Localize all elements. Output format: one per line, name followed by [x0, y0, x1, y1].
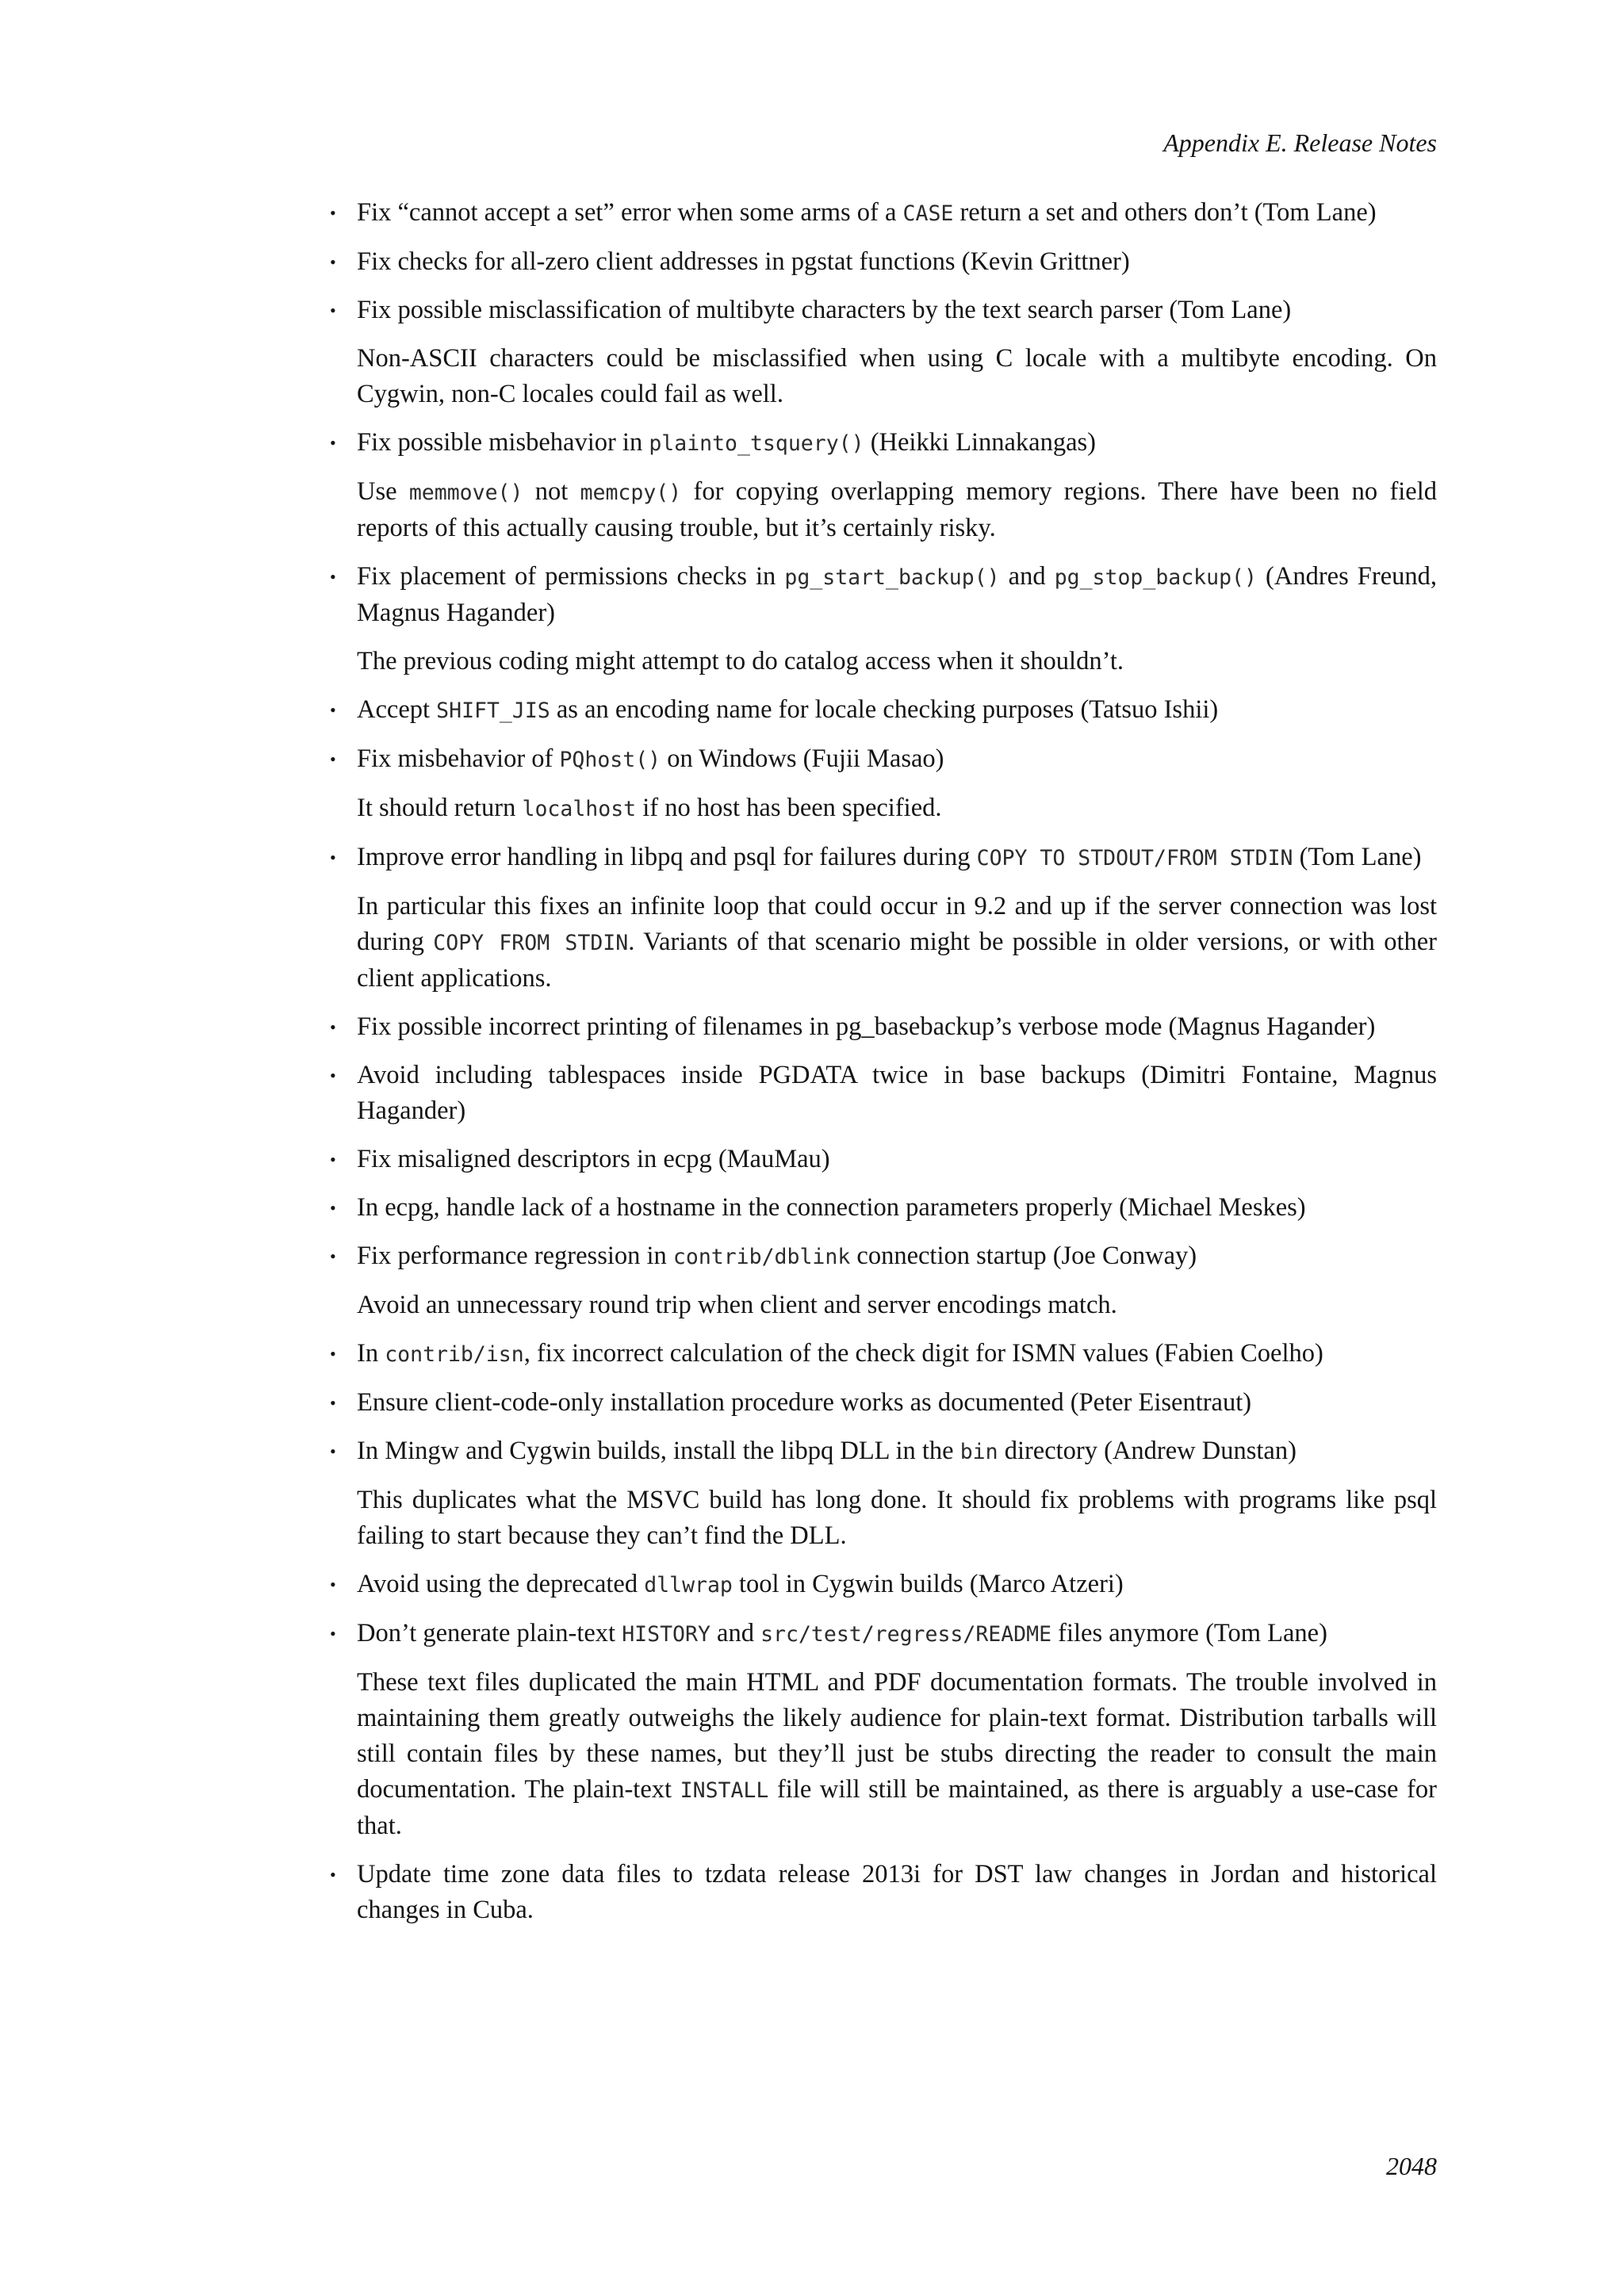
text-run: In Mingw and Cygwin builds, install the libpq DLL in the [357, 1437, 960, 1465]
text-run: This duplicates what the MSVC build has long done. It should fix problems with programs like psql failing to start because they can’t find the DLL. [357, 1486, 1437, 1550]
release-note-text [357, 195, 1437, 232]
inline-code: PQhost() [559, 748, 661, 772]
release-note-detail [357, 1288, 1437, 1323]
text-run: Avoid including tablespaces inside PGDATA twice in base backups (Dimitri Fontaine, Magnus Hagander) [357, 1061, 1437, 1125]
bullet-icon: • [330, 700, 336, 720]
inline-code: memmove() [408, 480, 523, 505]
text-run: These text files duplicated the main HTML and PDF documentation formats. The trouble involved in maintaining them greatly outweighs the likely audience for plain-text format. Distribution tarballs will still contain files by these names, but they’ll just be stubs directing the reader to consult the main documentation. The plain-text [357, 1668, 1437, 1804]
release-note-item [330, 293, 1437, 412]
text-run: files anymore (Tom Lane) [1051, 1619, 1327, 1647]
release-notes-content [330, 195, 1438, 1941]
release-note-item [330, 1857, 1437, 1928]
release-note-text [357, 559, 1437, 631]
inline-code: CASE [902, 201, 954, 226]
text-run: connection startup (Joe Conway) [850, 1242, 1197, 1270]
inline-code: plainto_tsquery() [649, 431, 864, 456]
text-run: (Heikki Linnakangas) [864, 428, 1096, 457]
text-run: Fix placement of permissions checks in [357, 562, 785, 591]
release-note-item [330, 1433, 1437, 1554]
inline-code: contrib/dblink [672, 1245, 851, 1269]
text-run: as an encoding name for locale checking purposes (Tatsuo Ishii) [550, 695, 1219, 724]
release-note-detail [357, 790, 1437, 827]
text-run: file will still be maintained, as there is arguably a use-case for that. [357, 1775, 1437, 1840]
bullet-icon: • [330, 1066, 336, 1085]
inline-code: COPY TO STDOUT/FROM STDIN [976, 846, 1293, 871]
bullet-icon: • [330, 203, 336, 223]
release-note-item [330, 1567, 1437, 1603]
text-run: on Windows (Fujii Masao) [661, 744, 944, 773]
text-run: for copying overlapping memory regions. There have been no field reports of this actually causing trouble, but it’s certainly risky. [357, 477, 1438, 542]
release-note-item [330, 1238, 1437, 1323]
text-run: not [523, 477, 580, 506]
text-run: Update time zone data files to tzdata release 2013i for DST law changes in Jordan and historical changes in Cuba. [357, 1860, 1437, 1924]
release-note-text [357, 1567, 1437, 1603]
release-note-item [330, 1336, 1437, 1372]
bullet-icon: • [330, 1198, 336, 1218]
text-run: Avoid an unnecessary round trip when client and server encodings match. [357, 1291, 1117, 1319]
release-note-item [330, 840, 1437, 997]
release-note-text [357, 741, 1437, 778]
text-run: and [710, 1619, 761, 1647]
release-note-text [357, 293, 1437, 328]
text-run: Fix possible incorrect printing of filenames in pg_basebackup’s verbose mode (Magnus Hagander) [357, 1012, 1376, 1041]
text-run: Don’t generate plain-text [357, 1619, 622, 1647]
text-run: It should return [357, 794, 523, 822]
release-note-item [330, 692, 1437, 729]
inline-code: bin [959, 1440, 998, 1464]
text-run: , fix incorrect calculation of the check digit for ISMN values (Fabien Coelho) [523, 1339, 1323, 1368]
release-note-item [330, 1142, 1437, 1177]
bullet-icon: • [330, 1624, 336, 1644]
inline-code: src/test/regress/README [760, 1622, 1052, 1647]
text-run: Use [357, 477, 409, 506]
text-run: (Andres Freund, Magnus Hagander) [357, 562, 1437, 627]
bullet-icon: • [330, 252, 336, 272]
bullet-icon: • [330, 1017, 336, 1037]
release-note-text [357, 425, 1437, 461]
inline-code: contrib/isn [385, 1342, 524, 1367]
inline-code: INSTALL [680, 1778, 769, 1803]
text-run: Fix possible misbehavior in [357, 428, 649, 457]
release-note-item [330, 425, 1438, 546]
bullet-icon: • [330, 848, 336, 867]
bullet-icon: • [330, 1150, 336, 1169]
text-run: (Tom Lane) [1293, 843, 1422, 871]
release-note-item [330, 559, 1437, 679]
release-note-text [357, 1190, 1437, 1226]
release-note-item [330, 1009, 1437, 1045]
text-run: Fix “cannot accept a set” error when some arms of a [357, 198, 903, 227]
text-run: Fix misaligned descriptors in ecpg (MauMau) [357, 1145, 830, 1173]
release-note-text [357, 1336, 1437, 1372]
release-note-text [357, 1433, 1437, 1470]
release-note-item [330, 1058, 1437, 1129]
text-run: . Variants of that scenario might be possible in older versions, or with other client applications. [357, 928, 1437, 993]
bullet-icon: • [330, 1393, 336, 1413]
text-run: In [357, 1339, 385, 1368]
release-note-detail [357, 474, 1437, 546]
text-run: Ensure client-code-only installation procedure works as documented (Peter Eisentraut) [357, 1388, 1252, 1417]
release-note-text [357, 692, 1437, 729]
inline-code: HISTORY [622, 1622, 710, 1647]
release-notes-list [330, 195, 1438, 1928]
text-run: Fix checks for all-zero client addresses in pgstat functions (Kevin Grittner) [357, 247, 1130, 276]
release-note-detail [357, 1665, 1437, 1844]
release-note-item [330, 244, 1437, 280]
text-run: return a set and others don’t (Tom Lane) [953, 198, 1377, 227]
release-note-item [330, 1190, 1437, 1226]
release-note-item [330, 1616, 1437, 1844]
text-run: Fix performance regression in [357, 1242, 673, 1270]
inline-code: memcpy() [580, 480, 682, 505]
release-note-detail [357, 1483, 1437, 1554]
text-run: Fix misbehavior of [357, 744, 560, 773]
release-note-text [357, 1142, 1437, 1177]
text-run: Fix possible misclassification of multibyte characters by the text search parser (Tom Lane) [357, 296, 1292, 324]
release-note-item [330, 741, 1437, 827]
text-run: tool in Cygwin builds (Marco Atzeri) [732, 1570, 1124, 1598]
release-note-text [357, 1616, 1437, 1652]
text-run: In ecpg, handle lack of a hostname in the connection parameters properly (Michael Meskes) [357, 1193, 1306, 1222]
bullet-icon: • [330, 567, 336, 587]
inline-code: SHIFT_JIS [436, 698, 550, 723]
text-run: The previous coding might attempt to do catalog access when it shouldn’t. [357, 647, 1124, 675]
text-run: directory (Andrew Dunstan) [998, 1437, 1297, 1465]
bullet-icon: • [330, 1865, 336, 1885]
release-note-text [357, 1857, 1437, 1928]
inline-code: pg_stop_backup() [1054, 565, 1257, 590]
bullet-icon: • [330, 433, 336, 453]
text-run: if no host has been specified. [636, 794, 942, 822]
text-run: Accept [357, 695, 437, 724]
release-note-detail [357, 644, 1437, 679]
bullet-icon: • [330, 1246, 336, 1266]
text-run: In particular this fixes an infinite loop that could occur in 9.2 and up if the server connection was lost during [357, 892, 1437, 956]
release-note-item [330, 195, 1437, 232]
release-note-text [357, 1058, 1437, 1129]
text-run: Non-ASCII characters could be misclassified when using C locale with a multibyte encoding. On Cygwin, non-C locales could fail as well. [357, 344, 1437, 408]
inline-code: COPY FROM STDIN [433, 931, 629, 955]
release-note-text [357, 840, 1437, 876]
text-run: and [999, 562, 1055, 591]
release-note-detail [357, 341, 1437, 412]
release-note-detail [357, 889, 1437, 997]
inline-code: localhost [522, 797, 637, 821]
release-note-text [357, 1385, 1437, 1421]
text-run: Improve error handling in libpq and psql for failures during [357, 843, 977, 871]
inline-code: pg_start_backup() [784, 565, 1000, 590]
page-number: 2048 [1386, 2152, 1437, 2180]
bullet-icon: • [330, 1575, 336, 1594]
bullet-icon: • [330, 300, 336, 320]
bullet-icon: • [330, 1441, 336, 1461]
release-note-text [357, 244, 1437, 280]
bullet-icon: • [330, 749, 336, 769]
inline-code: dllwrap [644, 1573, 733, 1598]
running-header: Appendix E. Release Notes [1163, 128, 1437, 157]
release-note-text [357, 1238, 1437, 1275]
release-note-item [330, 1385, 1437, 1421]
release-note-text [357, 1009, 1437, 1045]
text-run: Avoid using the deprecated [357, 1570, 645, 1598]
bullet-icon: • [330, 1344, 336, 1364]
